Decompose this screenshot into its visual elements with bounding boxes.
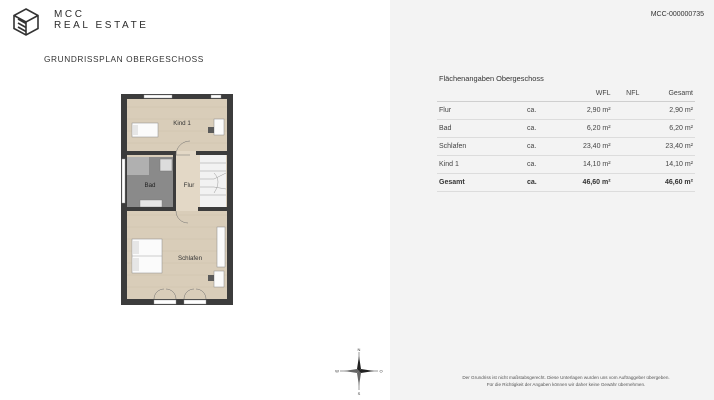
brand-line2: REAL ESTATE: [54, 20, 149, 31]
room-label-schlafen: Schlafen: [177, 255, 203, 262]
compass-rose-icon: [334, 346, 384, 396]
row-wfl: 2,90 m²: [559, 102, 613, 120]
header-ca: [525, 87, 559, 102]
row-name: Schlafen: [437, 138, 525, 156]
row-wfl: 23,40 m²: [559, 138, 613, 156]
row-wfl: 6,20 m²: [559, 120, 613, 138]
table-header-row: [437, 87, 695, 102]
table-total-row: [437, 174, 695, 192]
row-total: 2,90 m²: [641, 102, 695, 120]
row-name: Flur: [437, 102, 525, 120]
floor-plan: [118, 93, 236, 309]
plan-title: GRUNDRISSPLAN OBERGESCHOSS: [44, 54, 204, 64]
table-row: [437, 156, 695, 174]
row-nfl: [613, 102, 642, 120]
row-wfl: 14,10 m²: [559, 156, 613, 174]
area-table: [437, 87, 695, 192]
table-row: [437, 120, 695, 138]
row-ca: ca.: [525, 102, 559, 120]
total-nfl: [613, 174, 642, 192]
total-wfl: 46,60 m²: [559, 174, 613, 192]
header-nfl: NFL: [613, 87, 642, 102]
disclaimer-line2: Für die Richtigkeit der Angaben können wir daher keine Gewähr übernehmen.: [486, 382, 646, 387]
compass-n: N: [357, 347, 361, 352]
row-ca: ca.: [525, 138, 559, 156]
room-label-bad: Bad: [144, 182, 156, 189]
brand-line1: MCC: [54, 9, 85, 20]
header-wfl: WFL: [559, 87, 613, 102]
disclaimer-line1: Der Grundriss ist nicht maßstabsgerecht. Diese Unterlagen wurden uns vom Auftraggeber übergeben.: [462, 375, 670, 380]
total-ca: ca.: [525, 174, 559, 192]
row-nfl: [613, 156, 642, 174]
room-label-kind: Kind 1: [173, 120, 191, 127]
area-table-title: Flächenangaben Obergeschoss: [439, 74, 544, 83]
details-panel: [390, 0, 714, 400]
reference-id: MCC-000000735: [650, 11, 704, 18]
row-total: 14,10 m²: [641, 156, 695, 174]
disclaimer: [430, 374, 702, 388]
compass-o: O: [379, 368, 383, 374]
room-label-flur: Flur: [183, 182, 195, 189]
row-nfl: [613, 120, 642, 138]
row-nfl: [613, 138, 642, 156]
compass-w: W: [335, 368, 339, 374]
total-name: Gesamt: [437, 174, 525, 192]
table-row: [437, 102, 695, 120]
table-row: [437, 138, 695, 156]
row-total: 23,40 m²: [641, 138, 695, 156]
compass-s: S: [357, 391, 361, 396]
row-name: Kind 1: [437, 156, 525, 174]
mcc-cube-logo-icon: [11, 7, 41, 37]
row-ca: ca.: [525, 120, 559, 138]
row-total: 6,20 m²: [641, 120, 695, 138]
total-total: 46,60 m²: [641, 174, 695, 192]
brand-name: [54, 9, 149, 31]
header-total: Gesamt: [641, 87, 695, 102]
row-ca: ca.: [525, 156, 559, 174]
header-name: [437, 87, 525, 102]
row-name: Bad: [437, 120, 525, 138]
